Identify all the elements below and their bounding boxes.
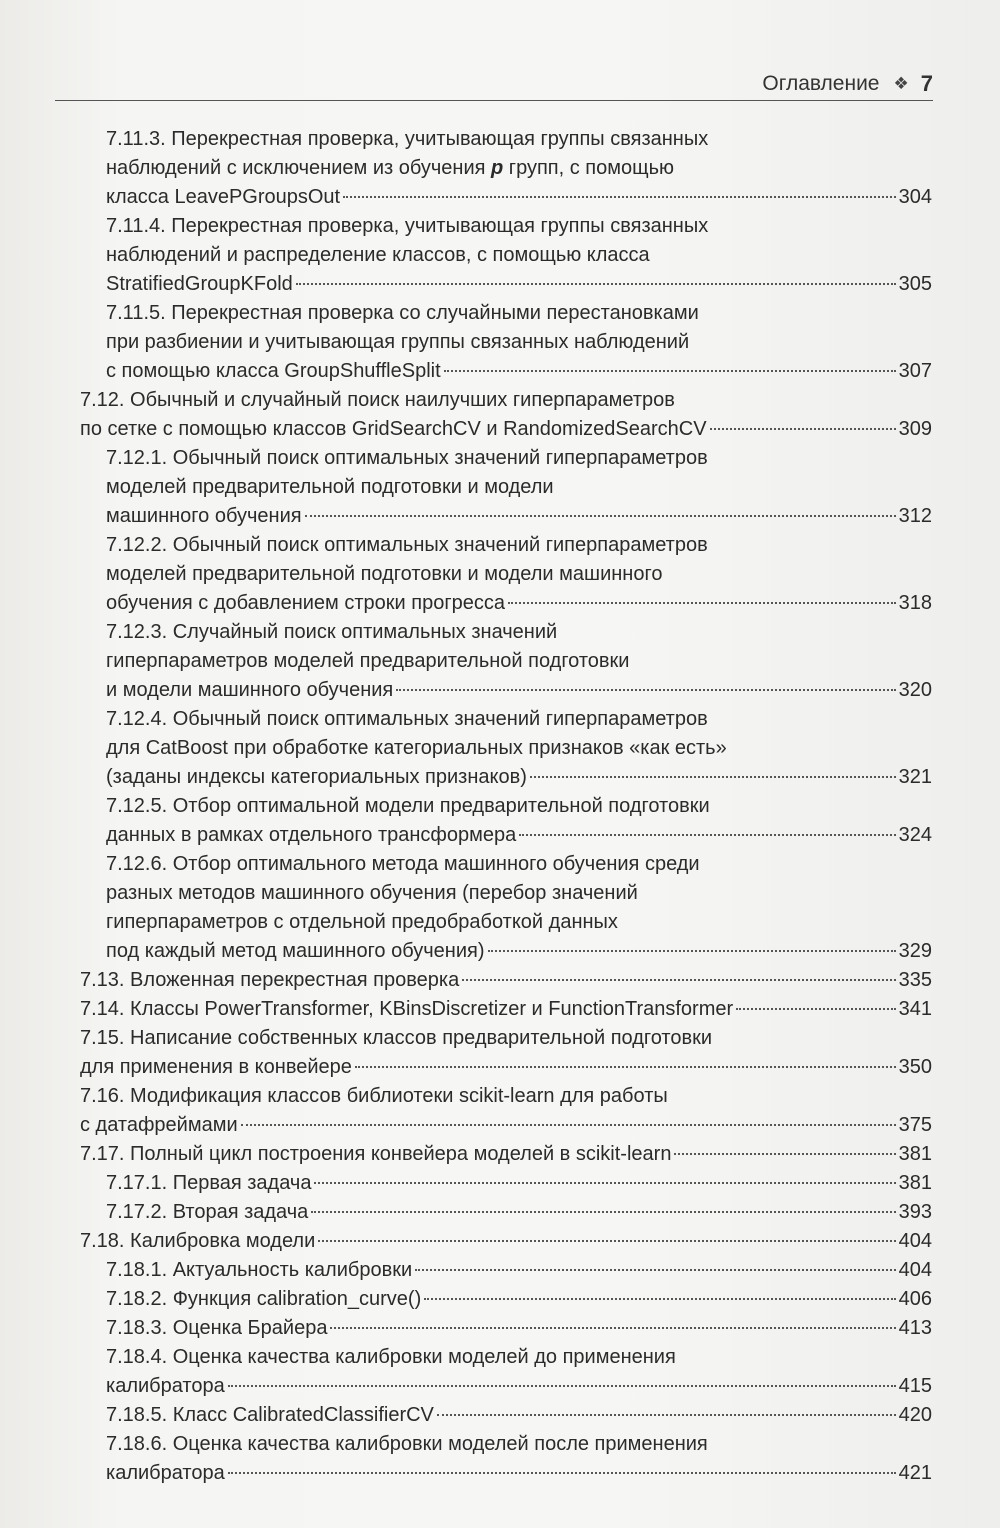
- dot-leader: [437, 1413, 896, 1416]
- toc-page-number: 304: [898, 186, 932, 208]
- toc-entry-text: под каждый метод машинного обучения): [106, 940, 485, 962]
- toc-entry[interactable]: [80, 1140, 932, 1169]
- toc-entry-text: гиперпараметров моделей предварительной подготовки: [106, 650, 630, 672]
- toc-page-number: 415: [898, 1375, 932, 1397]
- toc-entry[interactable]: [106, 1285, 932, 1314]
- toc-page-number: 404: [898, 1230, 932, 1252]
- running-header: [55, 68, 933, 100]
- dot-leader: [415, 1268, 896, 1271]
- toc-page-number: 406: [898, 1288, 932, 1310]
- toc-entry-text: моделей предварительной подготовки и модели машинного: [106, 563, 663, 585]
- dot-leader: [318, 1239, 895, 1242]
- toc-entry-text: 7.12.6. Отбор оптимального метода машинного обучения среди: [106, 853, 700, 875]
- toc-entry-text: 7.17. Полный цикл построения конвейера моделей в scikit-learn: [80, 1143, 672, 1165]
- toc-entry-line: [80, 1024, 932, 1053]
- toc-page-number: 309: [898, 418, 932, 440]
- toc-entry-last-line: [106, 1372, 932, 1401]
- toc-entry-text: 7.11.5. Перекрестная проверка со случайными перестановками: [106, 302, 699, 324]
- toc-entry-line: [106, 125, 932, 154]
- toc-entry-line: [106, 560, 932, 589]
- toc-entry-text: и модели машинного обучения: [106, 679, 394, 701]
- dot-leader: [330, 1326, 895, 1329]
- toc-entry[interactable]: [106, 705, 932, 792]
- toc-entry-text: 7.18.1. Актуальность калибровки: [106, 1259, 413, 1281]
- toc-entry[interactable]: [80, 1024, 932, 1082]
- toc-entry[interactable]: [80, 1082, 932, 1140]
- toc-page-number: 375: [898, 1114, 932, 1136]
- toc-entry[interactable]: [106, 1256, 932, 1285]
- toc-entry-text: обучения с добавлением строки прогресса: [106, 592, 505, 614]
- toc-entry-emphasis: p: [491, 157, 504, 179]
- toc-entry[interactable]: [106, 125, 932, 212]
- toc-entry-last-line: [80, 415, 932, 444]
- toc-entry[interactable]: [106, 850, 932, 966]
- dot-leader: [241, 1123, 896, 1126]
- toc-entry-text: по сетке с помощью классов GridSearchCV и RandomizedSearchCV: [80, 418, 707, 440]
- toc-entry-line: [106, 154, 932, 183]
- toc-entry-text: гиперпараметров с отдельной предобработкой данных: [106, 911, 618, 933]
- toc-entry-text: разных методов машинного обучения (перебор значений: [106, 882, 638, 904]
- toc-entry-text: 7.18.5. Класс CalibratedClassifierCV: [106, 1404, 434, 1426]
- toc-entry-line: [106, 531, 932, 560]
- toc-entry-text: StratifiedGroupKFold: [106, 273, 293, 295]
- toc-page-number: 321: [898, 766, 932, 788]
- dot-leader: [311, 1210, 895, 1213]
- dot-leader: [462, 978, 895, 981]
- toc-entry[interactable]: [80, 995, 932, 1024]
- toc-entry-text: наблюдений и распределение классов, с помощью класса: [106, 244, 650, 266]
- toc-entry-line: [106, 879, 932, 908]
- toc-entry-text: 7.14. Классы PowerTransformer, KBinsDiscretizer и FunctionTransformer: [80, 998, 734, 1020]
- dot-leader: [488, 949, 896, 952]
- toc-entry-text: 7.17.1. Первая задача: [106, 1172, 312, 1194]
- table-of-contents: [0, 125, 1000, 1488]
- toc-entry-text: 7.12.4. Обычный поиск оптимальных значений гиперпараметров: [106, 708, 708, 730]
- header-section-title: Оглавление: [762, 72, 880, 95]
- toc-entry-line: [80, 386, 932, 415]
- toc-page-number: 312: [898, 505, 932, 527]
- dot-leader: [530, 775, 896, 778]
- dot-leader: [228, 1384, 896, 1387]
- toc-entry[interactable]: [80, 1227, 932, 1256]
- toc-entry[interactable]: [106, 212, 932, 299]
- dot-leader: [228, 1471, 896, 1474]
- toc-page-number: 341: [898, 998, 932, 1020]
- ornament-diamond-icon: ❖: [893, 74, 909, 93]
- toc-entry-line: [106, 444, 932, 473]
- toc-page-number: 420: [898, 1404, 932, 1426]
- toc-entry[interactable]: [106, 1198, 932, 1227]
- toc-entry-line: [106, 1343, 932, 1372]
- toc-entry-last-line: [106, 183, 932, 212]
- toc-entry[interactable]: [106, 1343, 932, 1401]
- toc-page-number: 329: [898, 940, 932, 962]
- toc-entry-text: моделей предварительной подготовки и модели: [106, 476, 554, 498]
- toc-entry-text: калибратора: [106, 1462, 225, 1484]
- toc-entry-text: 7.17.2. Вторая задача: [106, 1201, 309, 1223]
- toc-page-number: 305: [898, 273, 932, 295]
- toc-entry-last-line: [80, 995, 932, 1024]
- toc-entry-line: [106, 212, 932, 241]
- toc-entry-last-line: [80, 1140, 932, 1169]
- toc-entry[interactable]: [106, 1401, 932, 1430]
- toc-entry-line: [106, 299, 932, 328]
- toc-entry-last-line: [106, 1285, 932, 1314]
- toc-entry[interactable]: [106, 618, 932, 705]
- toc-entry-line: [106, 1430, 932, 1459]
- toc-entry-text: 7.18.3. Оценка Брайера: [106, 1317, 328, 1339]
- toc-page-number: 381: [898, 1172, 932, 1194]
- toc-entry-line: [106, 647, 932, 676]
- toc-entry[interactable]: [106, 444, 932, 531]
- toc-entry-line: [106, 473, 932, 502]
- toc-entry-last-line: [106, 1314, 932, 1343]
- toc-entry-text: при разбиении и учитывающая группы связанных наблюдений: [106, 331, 690, 353]
- toc-entry-text: 7.11.3. Перекрестная проверка, учитывающая группы связанных: [106, 128, 709, 150]
- toc-entry-text: машинного обучения: [106, 505, 302, 527]
- dot-leader: [314, 1181, 895, 1184]
- toc-entry-text: 7.18.2. Функция calibration_curve(): [106, 1288, 422, 1310]
- toc-entry-last-line: [80, 1053, 932, 1082]
- dot-leader: [396, 688, 895, 691]
- toc-entry[interactable]: [106, 792, 932, 850]
- toc-entry-text: 7.12.1. Обычный поиск оптимальных значений гиперпараметров: [106, 447, 708, 469]
- toc-entry-line: [106, 241, 932, 270]
- toc-entry-last-line: [106, 1198, 932, 1227]
- toc-entry-text: данных в рамках отдельного трансформера: [106, 824, 517, 846]
- toc-entry-line: [106, 618, 932, 647]
- toc-entry-text: (заданы индексы категориальных признаков): [106, 766, 527, 788]
- toc-entry-line: [106, 705, 932, 734]
- toc-page-number: 324: [898, 824, 932, 846]
- dot-leader: [508, 601, 896, 604]
- toc-entry[interactable]: [106, 1430, 932, 1488]
- toc-entry-text: групп, с помощью: [503, 157, 674, 179]
- toc-entry-text: для применения в конвейере: [80, 1056, 352, 1078]
- toc-entry-text: 7.15. Написание собственных классов предварительной подготовки: [80, 1027, 713, 1049]
- toc-entry-last-line: [80, 1227, 932, 1256]
- toc-page-number: 320: [898, 679, 932, 701]
- toc-entry-text: наблюдений с исключением из обучения: [106, 157, 491, 179]
- toc-page-number: 393: [898, 1201, 932, 1223]
- toc-entry[interactable]: [106, 1169, 932, 1198]
- toc-page-number: 318: [898, 592, 932, 614]
- dot-leader: [355, 1065, 896, 1068]
- toc-page-number: 404: [898, 1259, 932, 1281]
- toc-entry-last-line: [80, 966, 932, 995]
- toc-page-number: 350: [898, 1056, 932, 1078]
- toc-entry-text: для CatBoost при обработке категориальных признаков «как есть»: [106, 737, 727, 759]
- toc-page-number: 421: [898, 1462, 932, 1484]
- header-rule: [55, 100, 933, 101]
- toc-entry-last-line: [106, 1169, 932, 1198]
- dot-leader: [710, 427, 896, 430]
- toc-entry-line: [106, 328, 932, 357]
- toc-entry[interactable]: [106, 531, 932, 618]
- toc-entry-last-line: [106, 821, 932, 850]
- toc-entry-line: [106, 908, 932, 937]
- toc-entry-text: 7.12.3. Случайный поиск оптимальных значений: [106, 621, 558, 643]
- toc-entry-last-line: [106, 589, 932, 618]
- toc-entry[interactable]: [80, 386, 932, 444]
- toc-entry-text: с датафреймами: [80, 1114, 238, 1136]
- toc-entry-last-line: [106, 357, 932, 386]
- dot-leader: [305, 514, 896, 517]
- toc-entry-text: с помощью класса GroupShuffleSplit: [106, 360, 441, 382]
- dot-leader: [424, 1297, 895, 1300]
- dot-leader: [296, 282, 896, 285]
- toc-entry-line: [106, 734, 932, 763]
- toc-entry-text: 7.18.6. Оценка качества калибровки моделей после применения: [106, 1433, 708, 1455]
- toc-entry-last-line: [106, 763, 932, 792]
- toc-entry-text: 7.18. Калибровка модели: [80, 1230, 316, 1252]
- toc-entry-text: 7.18.4. Оценка качества калибровки моделей до применения: [106, 1346, 676, 1368]
- toc-entry-text: 7.11.4. Перекрестная проверка, учитывающая группы связанных: [106, 215, 709, 237]
- toc-entry-line: [80, 1082, 932, 1111]
- toc-entry-last-line: [106, 1401, 932, 1430]
- header-page-number: 7: [920, 71, 933, 96]
- toc-entry[interactable]: [80, 966, 932, 995]
- toc-page-number: 381: [898, 1143, 932, 1165]
- dot-leader: [343, 195, 896, 198]
- toc-entry-text: 7.12.2. Обычный поиск оптимальных значений гиперпараметров: [106, 534, 708, 556]
- dot-leader: [444, 369, 896, 372]
- toc-entry-text: класса LeavePGroupsOut: [106, 186, 341, 208]
- toc-entry-last-line: [106, 937, 932, 966]
- toc-entry-text: 7.13. Вложенная перекрестная проверка: [80, 969, 460, 991]
- toc-entry-text: 7.12. Обычный и случайный поиск наилучших гиперпараметров: [80, 389, 675, 411]
- toc-entry-last-line: [106, 1459, 932, 1488]
- toc-page-number: 413: [898, 1317, 932, 1339]
- toc-entry[interactable]: [106, 299, 932, 386]
- toc-entry-line: [106, 850, 932, 879]
- toc-entry-last-line: [106, 1256, 932, 1285]
- toc-entry-last-line: [106, 270, 932, 299]
- toc-entry-last-line: [106, 676, 932, 705]
- toc-entry[interactable]: [106, 1314, 932, 1343]
- dot-leader: [674, 1152, 895, 1155]
- toc-entry-text: 7.16. Модификация классов библиотеки scikit-learn для работы: [80, 1085, 668, 1107]
- toc-page-number: 307: [898, 360, 932, 382]
- toc-entry-last-line: [106, 502, 932, 531]
- dot-leader: [519, 833, 895, 836]
- dot-leader: [736, 1007, 895, 1010]
- toc-entry-line: [106, 792, 932, 821]
- toc-entry-last-line: [80, 1111, 932, 1140]
- toc-page-number: 335: [898, 969, 932, 991]
- toc-entry-text: калибратора: [106, 1375, 225, 1397]
- toc-entry-text: 7.12.5. Отбор оптимальной модели предварительной подготовки: [106, 795, 710, 817]
